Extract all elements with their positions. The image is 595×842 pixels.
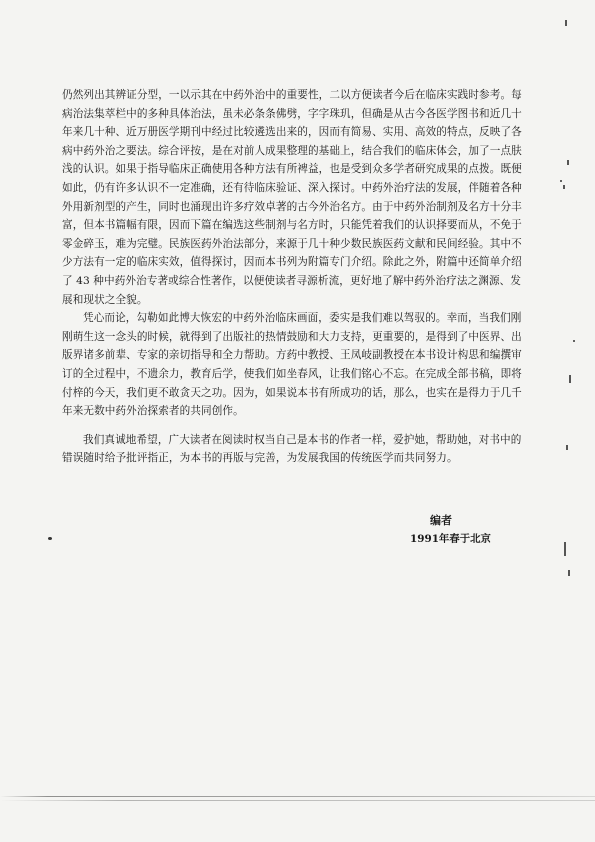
paragraph-3: 我们真诚地希望，广大读者在阅读时权当自己是本书的作者一样，爱护她，帮助她，对书中的错误随时给予批评指正，为本书的再版与完善，为发展我国的传统医学而共同努力。: [62, 433, 522, 465]
signature-date: 1991年春于北京: [410, 533, 491, 545]
signature-editor: 编者: [430, 514, 452, 527]
page-edge-line: [0, 800, 595, 801]
paragraph-1: 仍然列出其辨证分型，一以示其在中药外治中的重要性，二以方便读者今后在临床实践时参考。每病治法集萃栏中的多种具体治法，虽未必条条佛劈，字字珠玑，但确是从古今各医学图书和近几十年来几十种、近万册医学期刊中经过比较遴选出来的，因而有简易、实用、高效的特点，反映了各病中药外治之要法。综合评按，是在对前人成果整理的基础上，结合我们的临床体会，加了一点肤浅的认识。如果于指导临床正确使用各种方法有所裨益，也是受到众多学者研究成果的点拨。既便如此，仍有许多认识不一定准确，还有待临床验证、深入探讨。中药外治疗法的发展，伴随着各种外用新剂型的产生，同时也涌现出许多疗效卓著的古今外治名方。由于中药外治制剂及名方十分丰富，但本书篇幅有限，因而下篇在编选这些制剂与名方时，只能凭着我们的认识择要而从，不免于零金碎玉，难为完璧。民族医药外治法部分，来源于几十种少数民族医药文献和民间经验。其中不少方法有一定的临床实效，值得探讨，因而本书列为附篇专门介绍。除此之外，附篇中还简单介绍了 43 种中药外治专著或综合性著作，以便使读者寻源析流，更好地了解中药外治疗法之渊源、发展和现状之全貌。: [62, 89, 522, 306]
scan-edge-marks: [555, 0, 595, 842]
scan-speck: [48, 537, 52, 540]
page-edge-line: [0, 796, 595, 797]
paragraph-2: 凭心而论，勾勒如此博大恢宏的中药外治临床画面，委实是我们难以驾驭的。幸而，当我们刚刚萌生这一念头的时候，就得到了出版社的热情鼓励和大力支持，更重要的，是得到了中医界、出版界诸多前辈、专家的亲切指导和全力帮助。方药中教授、王凤岐副教授在本书设计构思和编撰审订的全过程中，不遗余力，教育后学，使我们如坐春风，让我们铭心不忘。在完成全部书稿，即将付梓的今天，我们更不敢贪天之功。因为，如果说本书有所成功的话，那么，也实在是得力于几千年来无数中药外治探索者的共同创作。: [62, 312, 522, 418]
preface-body: [62, 86, 524, 468]
